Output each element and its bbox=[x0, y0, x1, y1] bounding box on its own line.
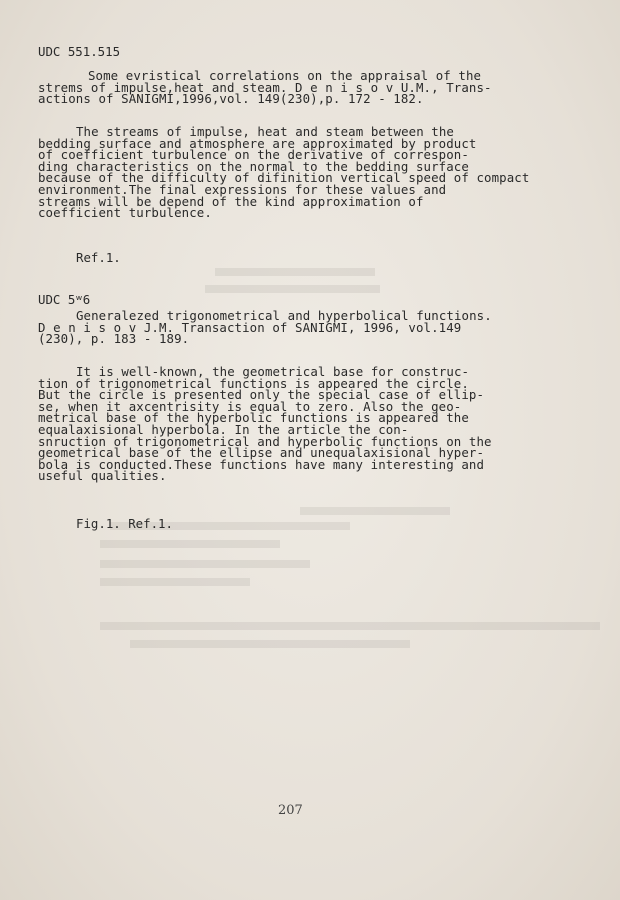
abstract-line: streams will be depend of the kind approximation of bbox=[38, 193, 424, 209]
article-1-citation bbox=[38, 70, 558, 105]
citation-line: Some evristical correlations on the appraisal of the bbox=[88, 68, 482, 83]
bleed-through-mark bbox=[100, 578, 250, 586]
article-1-abstract bbox=[38, 126, 558, 219]
abstract-line: ding characteristics on the normal to the bedding surface bbox=[38, 158, 469, 174]
citation-line: strems of impulse,heat and steam. D e n i s o v U.M., Trans- bbox=[38, 79, 492, 95]
article-2-citation bbox=[38, 310, 558, 345]
abstract-line: useful qualities. bbox=[38, 468, 167, 484]
page-number: 207 bbox=[278, 803, 303, 818]
abstract-line: tion of trigonometrical functions is appeared the circle. bbox=[38, 375, 469, 391]
bleed-through-mark bbox=[100, 622, 600, 630]
bleed-through-mark bbox=[100, 560, 310, 568]
abstract-line: But the circle is presented only the special case of ellip- bbox=[38, 387, 485, 403]
bleed-through-mark bbox=[215, 268, 375, 276]
article-1 bbox=[38, 44, 558, 59]
bleed-through-mark bbox=[300, 507, 450, 515]
abstract-line: It is well-known, the geometrical base for construc- bbox=[76, 364, 470, 379]
article-2-abstract bbox=[38, 366, 558, 482]
abstract-line: environment.The final expressions for these values and bbox=[38, 181, 447, 197]
abstract-line: snruction of trigonometrical and hyperbolic functions on the bbox=[38, 433, 492, 449]
references: Ref.1. bbox=[76, 250, 121, 265]
udc-code: UDC 5ʷ6 bbox=[38, 292, 91, 307]
udc-code: UDC 551.515 bbox=[38, 44, 121, 59]
abstract-line: se, when it axcentrisity is equal to zero. Also the geo- bbox=[38, 398, 462, 414]
abstract-line: The streams of impulse, heat and steam between the bbox=[76, 124, 454, 139]
abstract-line: bedding surface and atmosphere are approximated by product bbox=[38, 135, 477, 151]
abstract-line: equalaxisional hyperbola. In the article the con- bbox=[38, 421, 409, 437]
references: Fig.1. Ref.1. bbox=[76, 516, 173, 531]
article-1-refs bbox=[76, 250, 596, 265]
article-2 bbox=[38, 292, 558, 307]
citation-line: Generalezed trigonometrical and hyperbolical functions. bbox=[76, 308, 492, 323]
bleed-through-mark bbox=[100, 540, 280, 548]
abstract-line: bola is conducted.These functions have many interesting and bbox=[38, 456, 485, 472]
citation-line: D e n i s o v J.M. Transaction of SANIGMI, 1996, vol.149 bbox=[38, 319, 462, 335]
citation-line: (230), p. 183 - 189. bbox=[38, 331, 190, 347]
abstract-line: geometrical base of the ellipse and unequalaxisional hyper- bbox=[38, 445, 485, 461]
article-2-refs bbox=[76, 516, 596, 531]
abstract-line: because of the difficulty of difinition vertical speed of compact bbox=[38, 170, 530, 186]
abstract-line: of coefficient turbulence on the derivative of correspon- bbox=[38, 147, 469, 163]
abstract-line: metrical base of the hyperbolic functions is appeared the bbox=[38, 410, 469, 426]
abstract-line: coefficient turbulence. bbox=[38, 205, 212, 221]
citation-line: actions of SANIGMI,1996,vol. 149(230),p. 172 - 182. bbox=[38, 91, 424, 107]
bleed-through-mark bbox=[130, 640, 410, 648]
